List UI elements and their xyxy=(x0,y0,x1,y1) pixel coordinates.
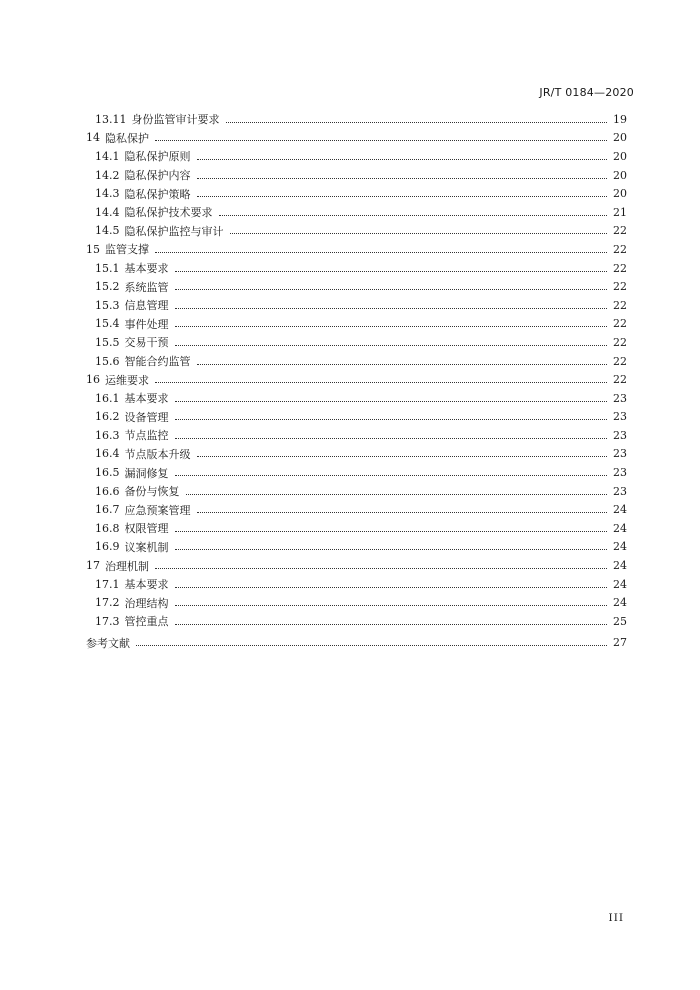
toc-entry-title: 治理机制 xyxy=(105,559,149,573)
toc-entry-title: 备份与恢复 xyxy=(124,485,180,499)
toc-entry-number: 16.7 xyxy=(95,503,120,517)
toc-entry-page: 24 xyxy=(613,596,627,610)
toc-entry-title: 交易干预 xyxy=(124,336,169,350)
toc-entry-title: 基本要求 xyxy=(124,262,169,276)
toc-entry[interactable] xyxy=(86,203,627,222)
toc-entry[interactable] xyxy=(86,593,627,612)
toc-entry-title: 监管支撑 xyxy=(105,243,149,257)
toc-entry-page: 22 xyxy=(613,224,627,238)
toc-entry[interactable] xyxy=(86,538,627,557)
toc-entry-title: 隐私保护技术要求 xyxy=(124,206,213,220)
toc-entry-number: 16.1 xyxy=(95,391,120,405)
toc-dot-leader xyxy=(175,271,608,272)
table-of-contents xyxy=(86,110,627,652)
toc-entry-title: 隐私保护策略 xyxy=(124,187,191,201)
toc-entry-page: 24 xyxy=(613,540,627,554)
toc-entry-number: 16.6 xyxy=(95,484,120,498)
toc-entry-number: 16.9 xyxy=(95,540,120,554)
toc-entry-page: 23 xyxy=(613,484,627,498)
toc-entry[interactable] xyxy=(86,184,627,203)
page-number: III xyxy=(608,912,624,924)
toc-entry-number: 14 xyxy=(86,131,100,145)
toc-dot-leader xyxy=(197,456,608,457)
toc-entry-page: 25 xyxy=(613,614,627,628)
toc-entry[interactable] xyxy=(86,463,627,482)
toc-entry[interactable] xyxy=(86,147,627,166)
toc-entry-number: 16.5 xyxy=(95,466,120,480)
toc-entry-number: 17.3 xyxy=(95,614,120,628)
toc-entry[interactable] xyxy=(86,352,627,371)
toc-entry-page: 22 xyxy=(613,317,627,331)
toc-entry-page: 24 xyxy=(613,577,627,591)
toc-entry-title: 隐私保护内容 xyxy=(124,169,191,183)
toc-entry[interactable] xyxy=(86,445,627,464)
toc-entry-title: 漏洞修复 xyxy=(124,466,169,480)
toc-entry-number: 14.2 xyxy=(95,168,120,182)
toc-entry-page: 20 xyxy=(613,187,627,201)
toc-entry-page: 22 xyxy=(613,335,627,349)
toc-dot-leader xyxy=(175,326,608,327)
toc-dot-leader xyxy=(175,401,608,402)
toc-dot-leader xyxy=(155,568,607,569)
toc-entry-number: 14.1 xyxy=(95,149,120,163)
toc-entry-title: 管控重点 xyxy=(124,615,169,629)
toc-entry-number: 15.5 xyxy=(95,335,120,349)
toc-dot-leader xyxy=(175,419,608,420)
toc-entry-page: 20 xyxy=(613,149,627,163)
toc-entry[interactable] xyxy=(86,556,627,575)
toc-entry[interactable] xyxy=(86,482,627,501)
toc-entry-number: 13.11 xyxy=(95,112,127,126)
toc-entry-title: 节点监控 xyxy=(124,429,169,443)
toc-entry-number: 16.4 xyxy=(95,447,120,461)
toc-dot-leader xyxy=(175,289,608,290)
toc-entry-page: 22 xyxy=(613,354,627,368)
toc-dot-leader xyxy=(175,475,608,476)
toc-dot-leader xyxy=(197,178,608,179)
toc-dot-leader xyxy=(175,549,608,550)
toc-entry-title: 信息管理 xyxy=(124,299,169,313)
toc-entry[interactable] xyxy=(86,259,627,278)
toc-entry-page: 20 xyxy=(613,131,627,145)
toc-entry-number: 17 xyxy=(86,559,100,573)
toc-entry-number: 17.1 xyxy=(95,577,120,591)
toc-entry-page: 24 xyxy=(613,503,627,517)
toc-entry-page: 19 xyxy=(613,112,627,126)
toc-dot-leader xyxy=(175,438,608,439)
toc-entry[interactable] xyxy=(86,166,627,185)
toc-entry-number: 15.3 xyxy=(95,298,120,312)
toc-entry[interactable] xyxy=(86,426,627,445)
toc-entry-page: 27 xyxy=(613,636,627,650)
toc-entry-number: 16.3 xyxy=(95,428,120,442)
toc-entry-number: 14.3 xyxy=(95,187,120,201)
toc-dot-leader xyxy=(197,512,608,513)
toc-entry-title: 隐私保护监控与审计 xyxy=(124,224,224,238)
toc-entry-page: 21 xyxy=(613,205,627,219)
toc-entry-title: 智能合约监管 xyxy=(124,355,191,369)
toc-entry-number: 15.2 xyxy=(95,280,120,294)
toc-entry-page: 22 xyxy=(613,261,627,275)
toc-entry[interactable] xyxy=(86,333,627,352)
toc-entry-title: 节点版本升级 xyxy=(124,447,191,461)
toc-entry-title: 基本要求 xyxy=(124,392,169,406)
toc-entry-number: 15 xyxy=(86,242,100,256)
toc-entry-page: 22 xyxy=(613,298,627,312)
toc-entry-title: 隐私保护 xyxy=(105,131,149,145)
toc-entry-page: 22 xyxy=(613,280,627,294)
toc-dot-leader xyxy=(175,624,608,625)
toc-entry-title: 应急预案管理 xyxy=(124,503,191,517)
toc-dot-leader xyxy=(136,645,607,646)
toc-dot-leader xyxy=(175,345,608,346)
toc-entry-page: 20 xyxy=(613,168,627,182)
toc-dot-leader xyxy=(186,494,608,495)
toc-dot-leader xyxy=(175,531,608,532)
toc-dot-leader xyxy=(175,308,608,309)
toc-entry-page: 24 xyxy=(613,521,627,535)
toc-entry-page: 22 xyxy=(613,373,627,387)
toc-entry-title: 基本要求 xyxy=(124,578,169,592)
toc-entry[interactable] xyxy=(86,315,627,334)
toc-entry[interactable] xyxy=(86,110,627,129)
toc-entry-title: 参考文献 xyxy=(86,636,130,650)
toc-entry[interactable] xyxy=(86,500,627,519)
toc-entry-title: 设备管理 xyxy=(124,410,169,424)
toc-entry-page: 23 xyxy=(613,391,627,405)
toc-entry-title: 隐私保护原则 xyxy=(124,150,191,164)
document-code: JR/T 0184—2020 xyxy=(539,86,634,99)
toc-entry-title: 议案机制 xyxy=(124,540,169,554)
toc-entry[interactable] xyxy=(86,575,627,594)
toc-entry[interactable] xyxy=(86,222,627,241)
toc-entry-page: 24 xyxy=(613,559,627,573)
toc-entry[interactable] xyxy=(86,634,627,653)
toc-entry[interactable] xyxy=(86,240,627,259)
toc-dot-leader xyxy=(175,605,608,606)
toc-entry[interactable] xyxy=(86,408,627,427)
toc-dot-leader xyxy=(197,159,608,160)
toc-dot-leader xyxy=(219,215,608,216)
toc-entry[interactable] xyxy=(86,612,627,631)
toc-entry-title: 系统监管 xyxy=(124,280,169,294)
toc-dot-leader xyxy=(230,233,608,234)
toc-dot-leader xyxy=(155,382,607,383)
toc-entry-title: 权限管理 xyxy=(124,522,169,536)
toc-entry-number: 17.2 xyxy=(95,596,120,610)
toc-entry-title: 身份监管审计要求 xyxy=(131,113,220,127)
toc-entry-page: 23 xyxy=(613,466,627,480)
toc-entry-title: 治理结构 xyxy=(124,596,169,610)
toc-entry-number: 14.4 xyxy=(95,205,120,219)
toc-entry-number: 15.6 xyxy=(95,354,120,368)
toc-entry-number: 15.4 xyxy=(95,317,120,331)
toc-entry-number: 16.8 xyxy=(95,521,120,535)
toc-entry-page: 23 xyxy=(613,428,627,442)
toc-entry[interactable] xyxy=(86,129,627,148)
toc-entry-number: 16 xyxy=(86,373,100,387)
toc-entry[interactable] xyxy=(86,370,627,389)
toc-entry-number: 15.1 xyxy=(95,261,120,275)
toc-dot-leader xyxy=(197,364,608,365)
toc-dot-leader xyxy=(155,252,607,253)
toc-entry-title: 事件处理 xyxy=(124,317,169,331)
toc-entry[interactable] xyxy=(86,277,627,296)
toc-entry[interactable] xyxy=(86,389,627,408)
toc-entry-page: 22 xyxy=(613,242,627,256)
toc-dot-leader xyxy=(197,196,608,197)
toc-dot-leader xyxy=(226,122,608,123)
toc-entry-page: 23 xyxy=(613,410,627,424)
toc-dot-leader xyxy=(155,140,607,141)
toc-entry[interactable] xyxy=(86,296,627,315)
toc-entry-title: 运维要求 xyxy=(105,373,149,387)
toc-entry-number: 16.2 xyxy=(95,410,120,424)
toc-entry-number: 14.5 xyxy=(95,224,120,238)
toc-dot-leader xyxy=(175,587,608,588)
toc-entry-page: 23 xyxy=(613,447,627,461)
toc-entry[interactable] xyxy=(86,519,627,538)
